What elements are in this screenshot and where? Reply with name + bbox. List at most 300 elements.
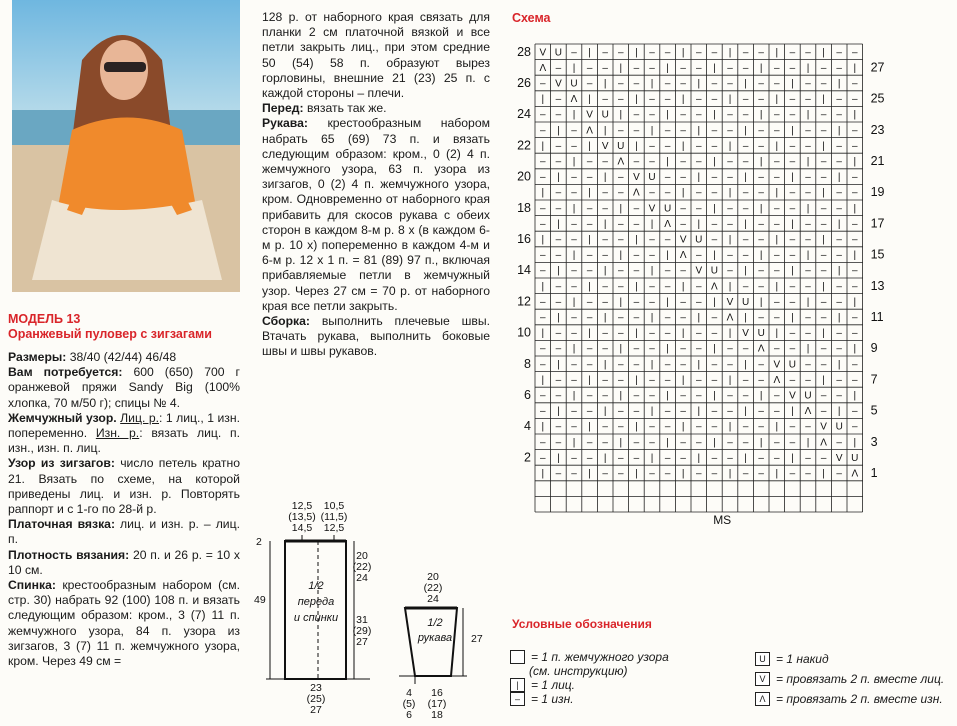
chart-cell: – xyxy=(836,203,842,215)
chart-cell: | xyxy=(557,125,560,137)
chart-cell: – xyxy=(805,265,811,277)
chart-cell: | xyxy=(822,374,825,386)
chart-cell: – xyxy=(742,343,749,355)
chart-cell: U xyxy=(695,234,703,246)
chart-cell: – xyxy=(852,172,858,184)
svg-text:20: 20 xyxy=(356,550,368,562)
chart-cell: – xyxy=(633,343,640,355)
chart-cell: | xyxy=(697,452,701,464)
chart-cell: – xyxy=(555,468,562,480)
chart-cell: – xyxy=(618,265,624,277)
chart-cell: Λ xyxy=(757,343,765,355)
legend-title: Условные обозначения xyxy=(512,617,652,631)
chart-cell: – xyxy=(618,172,624,184)
chart-cell: – xyxy=(649,328,655,340)
chart-cell: | xyxy=(791,125,794,137)
chart-cell: | xyxy=(759,437,763,449)
row-label-even: 18 xyxy=(517,200,531,215)
chart-cell: | xyxy=(744,78,747,90)
chart-cell: – xyxy=(602,203,608,215)
knitting-chart xyxy=(505,30,900,527)
chart-cell: – xyxy=(540,109,546,121)
chart-cell: – xyxy=(805,421,811,433)
pearl-stitch-symbol xyxy=(510,650,525,664)
svg-text:14,5: 14,5 xyxy=(291,522,313,534)
chart-cell: – xyxy=(571,328,577,340)
back-para: Спинка: крестообразным набором (см. стр. 30) набрать 92 (100) 108 п. и вязать следующим образом: кром., 3 (7) 11 п. жемчужного узора, 84 п. узора из зигзагов, 3 (7) 11 п. жемчужного узора, кром. Через 49 см = xyxy=(8,578,240,669)
svg-text:27: 27 xyxy=(310,704,322,716)
chart-cell: | xyxy=(697,218,701,230)
chart-cell: V xyxy=(742,328,749,340)
chart-cell: U xyxy=(710,265,719,277)
chart-cell: | xyxy=(728,281,732,293)
chart-cell: – xyxy=(555,203,562,215)
chart-cell: | xyxy=(541,468,545,480)
svg-text:(22): (22) xyxy=(352,561,372,573)
chart-cell: – xyxy=(618,78,624,90)
sleeves-para: Рукава: крестообразным набором набрать 65 (69) 73 п. и вязать следующим образом: кром., 0 (2) 4 п. жемчужного узора, 63 п. узора из зигзагов, 0 (2) 4 п. жемчужного узора, кром. Одновременно от наборного края прибавить для скосов рукава с обеих сторон в каждом 8-м р. 8 х (в каждом 6-м р. 10 х) попеременно в каждом 4-м и 6-м р. 12 х 1 п. = 81 (89) 97 п., включая прибавляемые петли в жемчужный узор. Через 27 см = 70 р. от наборного края все петли закрыть. xyxy=(262,116,490,313)
chart-cell: – xyxy=(586,296,593,308)
chart-cell: – xyxy=(586,203,593,215)
chart-cell: | xyxy=(572,250,576,262)
chart-cell: – xyxy=(727,125,733,137)
chart-cell: | xyxy=(775,468,779,480)
svg-text:(11,5): (11,5) xyxy=(320,511,348,523)
chart-cell: Λ xyxy=(664,218,671,230)
chart-cell: | xyxy=(759,62,763,74)
chart-cell: | xyxy=(806,62,810,74)
chart-cell: – xyxy=(805,140,811,152)
chart-cell: – xyxy=(789,250,796,262)
chart-cell: – xyxy=(586,452,593,464)
row-label-odd: 25 xyxy=(870,91,885,106)
chart-cell: | xyxy=(650,406,654,418)
chart-cell: – xyxy=(789,421,796,433)
yarn-over-symbol: U xyxy=(755,652,770,666)
chart-cell: – xyxy=(540,218,546,230)
chart-cell: – xyxy=(602,421,608,433)
pearl-pattern-para: Жемчужный узор. Лиц. р.: 1 лиц., 1 изн. попеременно. Изн. р.: вязать лиц. п. изн., изн. п. лиц. xyxy=(8,410,241,456)
chart-cell: | xyxy=(541,374,545,386)
chart-cell: – xyxy=(555,109,562,121)
chart-cell: – xyxy=(789,94,796,106)
chart-cell: – xyxy=(820,218,827,230)
chart-cell: Λ xyxy=(711,281,718,293)
chart-cell: U xyxy=(804,390,812,402)
row-label-odd: 1 xyxy=(870,466,878,480)
chart-cell: | xyxy=(791,452,794,464)
chart-cell: – xyxy=(618,406,624,418)
svg-text:16: 16 xyxy=(431,687,443,699)
chart-cell: – xyxy=(555,374,562,386)
chart-cell: | xyxy=(635,234,638,246)
chart-cell: – xyxy=(742,47,749,59)
chart-cell: – xyxy=(774,172,780,184)
chart-cell: – xyxy=(649,94,655,106)
chart-cell: – xyxy=(805,312,811,324)
chart-cell: – xyxy=(742,140,749,152)
chart-cell: – xyxy=(836,296,842,308)
instructions-column-1 xyxy=(8,312,240,669)
row-label-odd: 17 xyxy=(870,216,885,231)
chart-cell: – xyxy=(633,125,640,137)
chart-cell: | xyxy=(853,250,857,262)
chart-cell: – xyxy=(602,234,608,246)
chart-cell: – xyxy=(586,218,593,230)
svg-text:27: 27 xyxy=(356,636,368,648)
chart-cell: – xyxy=(758,94,764,106)
chart-cell: – xyxy=(571,125,577,137)
chart-cell: – xyxy=(602,94,608,106)
chart-cell: | xyxy=(541,421,545,433)
model-subtitle: Оранжевый пуловер с зигзагами xyxy=(8,327,212,341)
chart-cell: – xyxy=(586,62,593,74)
chart-cell: | xyxy=(650,265,654,277)
chart-cell: – xyxy=(774,312,780,324)
chart-cell: Λ xyxy=(633,187,640,199)
chart-cell: | xyxy=(557,452,560,464)
chart-cell: | xyxy=(619,109,623,121)
chart-cell: | xyxy=(853,296,857,308)
chart-cell: | xyxy=(603,218,607,230)
chart-cell: – xyxy=(805,234,811,246)
chart-cell: | xyxy=(822,468,825,480)
chart-cell: V xyxy=(648,203,656,215)
chart-cell: – xyxy=(571,374,577,386)
chart-cell: | xyxy=(759,203,763,215)
chart-cell: – xyxy=(727,250,733,262)
chart-cell: | xyxy=(635,47,638,59)
chart-cell: – xyxy=(602,437,608,449)
chart-cell: | xyxy=(759,296,763,308)
chart-cell: – xyxy=(852,78,858,90)
chart-cell: – xyxy=(852,281,858,293)
purl-symbol: – xyxy=(510,692,525,706)
chart-cell: – xyxy=(742,250,749,262)
row-label-even: 10 xyxy=(517,325,531,340)
chart-cell: | xyxy=(635,468,638,480)
scheme-title: Схема xyxy=(512,11,551,25)
chart-cell: – xyxy=(852,359,858,371)
chart-cell: – xyxy=(618,312,624,324)
chart-cell: – xyxy=(774,390,780,402)
chart-cell: U xyxy=(663,203,672,215)
chart-cell: – xyxy=(555,187,562,199)
chart-cell: – xyxy=(727,172,733,184)
chart-cell: – xyxy=(820,452,827,464)
chart-cell: – xyxy=(571,312,577,324)
chart-cell: | xyxy=(728,421,732,433)
chart-cell: – xyxy=(696,421,702,433)
chart-cell: – xyxy=(836,62,842,74)
chart-cell: | xyxy=(697,78,701,90)
chart-cell: – xyxy=(618,359,624,371)
chart-cell: – xyxy=(852,234,858,246)
svg-text:и спинки: и спинки xyxy=(293,612,339,624)
back-cont-para: 128 р. от наборного края связать для планки 2 см платочной вязкой и все петли закрыть лиц., при этом средние 50 (54) 58 п. образуют вырез горловины, внешние 21 (23) 25 п. с каждой стороны – плечи. xyxy=(262,10,490,101)
chart-cell: – xyxy=(805,125,811,137)
chart-cell: – xyxy=(696,343,702,355)
chart-cell: – xyxy=(664,234,671,246)
chart-cell: – xyxy=(649,47,655,59)
chart-cell: – xyxy=(789,234,796,246)
chart-cell: | xyxy=(713,250,716,262)
chart-cell: – xyxy=(711,94,718,106)
chart-cell: | xyxy=(775,187,779,199)
chart-cell: – xyxy=(789,140,796,152)
chart-cell: – xyxy=(586,156,593,168)
chart-cell: – xyxy=(805,218,811,230)
chart-cell: | xyxy=(744,265,747,277)
chart-cell: | xyxy=(728,468,732,480)
row-label-odd: 13 xyxy=(870,278,885,293)
chart-cell: | xyxy=(713,109,716,121)
chart-cell: – xyxy=(774,437,780,449)
chart-cell: – xyxy=(742,62,749,74)
chart-cell: – xyxy=(789,47,796,59)
chart-cell: – xyxy=(696,390,702,402)
chart-cell: – xyxy=(696,140,702,152)
chart-cell: – xyxy=(774,62,780,74)
chart-cell: | xyxy=(744,406,747,418)
svg-text:23: 23 xyxy=(310,682,322,694)
chart-cell: – xyxy=(836,156,842,168)
chart-cell: – xyxy=(696,94,702,106)
chart-cell: – xyxy=(727,156,733,168)
chart-cell: – xyxy=(555,390,562,402)
chart-cell: | xyxy=(572,437,576,449)
chart-cell: – xyxy=(664,125,671,137)
chart-cell: – xyxy=(633,78,640,90)
chart-cell: – xyxy=(836,437,842,449)
chart-cell: | xyxy=(635,421,638,433)
chart-cell: | xyxy=(681,187,685,199)
chart-cell: – xyxy=(696,250,702,262)
chart-cell: – xyxy=(633,437,640,449)
chart-cell: | xyxy=(775,94,779,106)
chart-cell: – xyxy=(680,265,686,277)
row-label-even: 20 xyxy=(517,169,531,184)
chart-cell: | xyxy=(806,203,810,215)
chart-cell: – xyxy=(540,343,546,355)
chart-cell: – xyxy=(571,406,577,418)
materials-para: Вам потребуется: 600 (650) 700 г оранжевой пряжи Sandy Big (100% хлопка, 70 м/50 г); спицы № 4. xyxy=(8,365,240,410)
row-label-odd: 11 xyxy=(870,310,884,324)
chart-cell: V xyxy=(726,296,734,308)
chart-cell: – xyxy=(742,234,749,246)
chart-cell: – xyxy=(711,140,718,152)
chart-cell: | xyxy=(650,218,654,230)
chart-cell: | xyxy=(806,437,810,449)
chart-cell: | xyxy=(728,328,732,340)
chart-cell: – xyxy=(711,328,718,340)
chart-cell: | xyxy=(759,109,763,121)
chart-cell: – xyxy=(680,125,686,137)
chart-cell: – xyxy=(680,312,686,324)
chart-cell: – xyxy=(664,265,671,277)
chart-cell: – xyxy=(602,187,608,199)
chart-cell: – xyxy=(758,421,764,433)
chart-cell: – xyxy=(680,109,686,121)
chart-cell: – xyxy=(696,328,702,340)
chart-cell: – xyxy=(540,156,546,168)
chart-cell: – xyxy=(758,312,764,324)
chart-cell: – xyxy=(742,94,749,106)
row-label-odd: 9 xyxy=(870,341,878,356)
assembly-para: Сборка: выполнить плечевые швы. Втачать рукава, выполнить боковые швы и швы рукавов. xyxy=(262,314,490,359)
chart-cell: – xyxy=(664,406,671,418)
chart-cell: – xyxy=(789,343,796,355)
chart-cell: – xyxy=(555,234,562,246)
chart-cell: | xyxy=(728,234,732,246)
chart-cell: | xyxy=(728,187,732,199)
chart-cell: – xyxy=(633,296,640,308)
chart-cell: – xyxy=(820,78,827,90)
chart-cell: – xyxy=(664,172,671,184)
chart-cell: – xyxy=(649,390,655,402)
legend-item: – = 1 изн. xyxy=(510,692,750,706)
chart-cell: | xyxy=(822,281,825,293)
chart-cell: – xyxy=(555,421,562,433)
chart-cell: | xyxy=(588,281,591,293)
chart-cell: U xyxy=(757,328,765,340)
chart-cell: – xyxy=(820,62,827,74)
chart-cell: | xyxy=(619,437,623,449)
p2tog-symbol: Λ xyxy=(755,692,770,706)
chart-cell: – xyxy=(618,125,624,137)
chart-cell: – xyxy=(805,94,811,106)
chart-cell: – xyxy=(664,187,671,199)
chart-cell: | xyxy=(541,328,545,340)
chart-cell: V xyxy=(835,452,843,464)
chart-cell: | xyxy=(853,109,857,121)
chart-cell: V xyxy=(633,172,640,184)
chart-cell: – xyxy=(540,172,546,184)
chart-cell: – xyxy=(758,187,764,199)
chart-cell: | xyxy=(619,250,623,262)
chart-cell: | xyxy=(541,234,545,246)
chart-cell: – xyxy=(649,468,655,480)
chart-cell: – xyxy=(649,421,655,433)
chart-cell: – xyxy=(555,343,562,355)
svg-text:12,5: 12,5 xyxy=(291,500,313,512)
chart-cell: | xyxy=(681,374,685,386)
chart-cell: – xyxy=(633,406,640,418)
chart-cell: – xyxy=(664,281,671,293)
chart-cell: – xyxy=(664,452,671,464)
row-label-even: 6 xyxy=(524,388,531,402)
chart-cell: – xyxy=(555,281,562,293)
chart-cell: – xyxy=(805,359,811,371)
chart-cell: – xyxy=(680,296,686,308)
chart-cell: – xyxy=(696,47,702,59)
chart-cell: – xyxy=(711,312,718,324)
chart-cell: Λ xyxy=(820,437,827,449)
chart-cell: | xyxy=(650,125,654,137)
chart-cell: | xyxy=(619,203,623,215)
svg-text:(13,5): (13,5) xyxy=(288,511,316,523)
chart-cell: V xyxy=(820,421,827,433)
chart-cell: – xyxy=(758,218,764,230)
chart-cell: – xyxy=(789,437,796,449)
chart-cell: | xyxy=(681,94,685,106)
chart-cell: – xyxy=(571,359,577,371)
chart-cell: | xyxy=(603,125,607,137)
row-label-even: 24 xyxy=(517,107,531,122)
chart-cell: – xyxy=(836,140,842,152)
chart-cell: – xyxy=(789,328,796,340)
chart-cell: – xyxy=(696,156,702,168)
chart-cell: | xyxy=(713,296,716,308)
chart-cell: | xyxy=(744,452,747,464)
chart-cell: – xyxy=(711,172,718,184)
chart-cell: V xyxy=(555,78,562,90)
svg-text:12,5: 12,5 xyxy=(323,522,345,534)
chart-cell: | xyxy=(681,421,685,433)
chart-cell: | xyxy=(557,312,560,324)
chart-cell: – xyxy=(774,452,780,464)
chart-cell: | xyxy=(775,140,779,152)
chart-cell: – xyxy=(711,187,718,199)
chart-cell: – xyxy=(633,265,640,277)
chart-cell: – xyxy=(805,468,811,480)
svg-text:1/2: 1/2 xyxy=(308,580,324,592)
zigzag-pattern-para: Узор из зигзагов: число петель кратно 21. Вязать по схеме, на которой приведены лиц. и изн. р. Повторять раппорт и с 1-го по 28-й р. xyxy=(8,456,240,517)
chart-cell: | xyxy=(728,47,732,59)
row-label-odd: 23 xyxy=(870,122,885,137)
chart-cell: Λ xyxy=(586,125,593,137)
chart-cell: – xyxy=(774,78,780,90)
chart-cell: – xyxy=(618,281,624,293)
chart-cell: | xyxy=(666,390,669,402)
model-title: МОДЕЛЬ 13 xyxy=(8,312,81,326)
chart-cell: | xyxy=(635,328,638,340)
svg-text:(29): (29) xyxy=(352,625,372,637)
chart-cell: – xyxy=(836,47,842,59)
chart-cell: – xyxy=(586,390,593,402)
chart-cell: – xyxy=(789,156,796,168)
chart-cell: – xyxy=(618,187,624,199)
svg-text:(5): (5) xyxy=(402,698,416,710)
chart-cell: – xyxy=(633,390,640,402)
chart-cell: – xyxy=(774,265,780,277)
chart-cell: – xyxy=(789,374,796,386)
chart-cell: | xyxy=(557,359,560,371)
chart-cell: | xyxy=(744,312,747,324)
chart-cell: V xyxy=(679,234,687,246)
chart-cell: – xyxy=(618,234,624,246)
chart-cell: – xyxy=(540,437,546,449)
garter-para: Платочная вязка: лиц. и изн. р. – лиц. п. xyxy=(8,517,240,547)
chart-cell: – xyxy=(758,359,764,371)
chart-cell: – xyxy=(727,437,733,449)
chart-cell: – xyxy=(618,468,624,480)
chart-cell: – xyxy=(602,390,608,402)
chart-cell: | xyxy=(791,265,794,277)
chart-cell: – xyxy=(555,94,562,106)
chart-cell: | xyxy=(572,109,576,121)
chart-cell: – xyxy=(742,421,749,433)
svg-text:(25): (25) xyxy=(306,693,326,705)
chart-cell: – xyxy=(789,109,796,121)
row-label-even: 12 xyxy=(517,294,531,309)
chart-cell: – xyxy=(758,468,764,480)
chart-cell: – xyxy=(852,406,858,418)
chart-cell: | xyxy=(806,109,810,121)
chart-cell: | xyxy=(822,234,825,246)
chart-cell: U xyxy=(617,140,625,152)
row-label-even: 22 xyxy=(517,138,531,153)
